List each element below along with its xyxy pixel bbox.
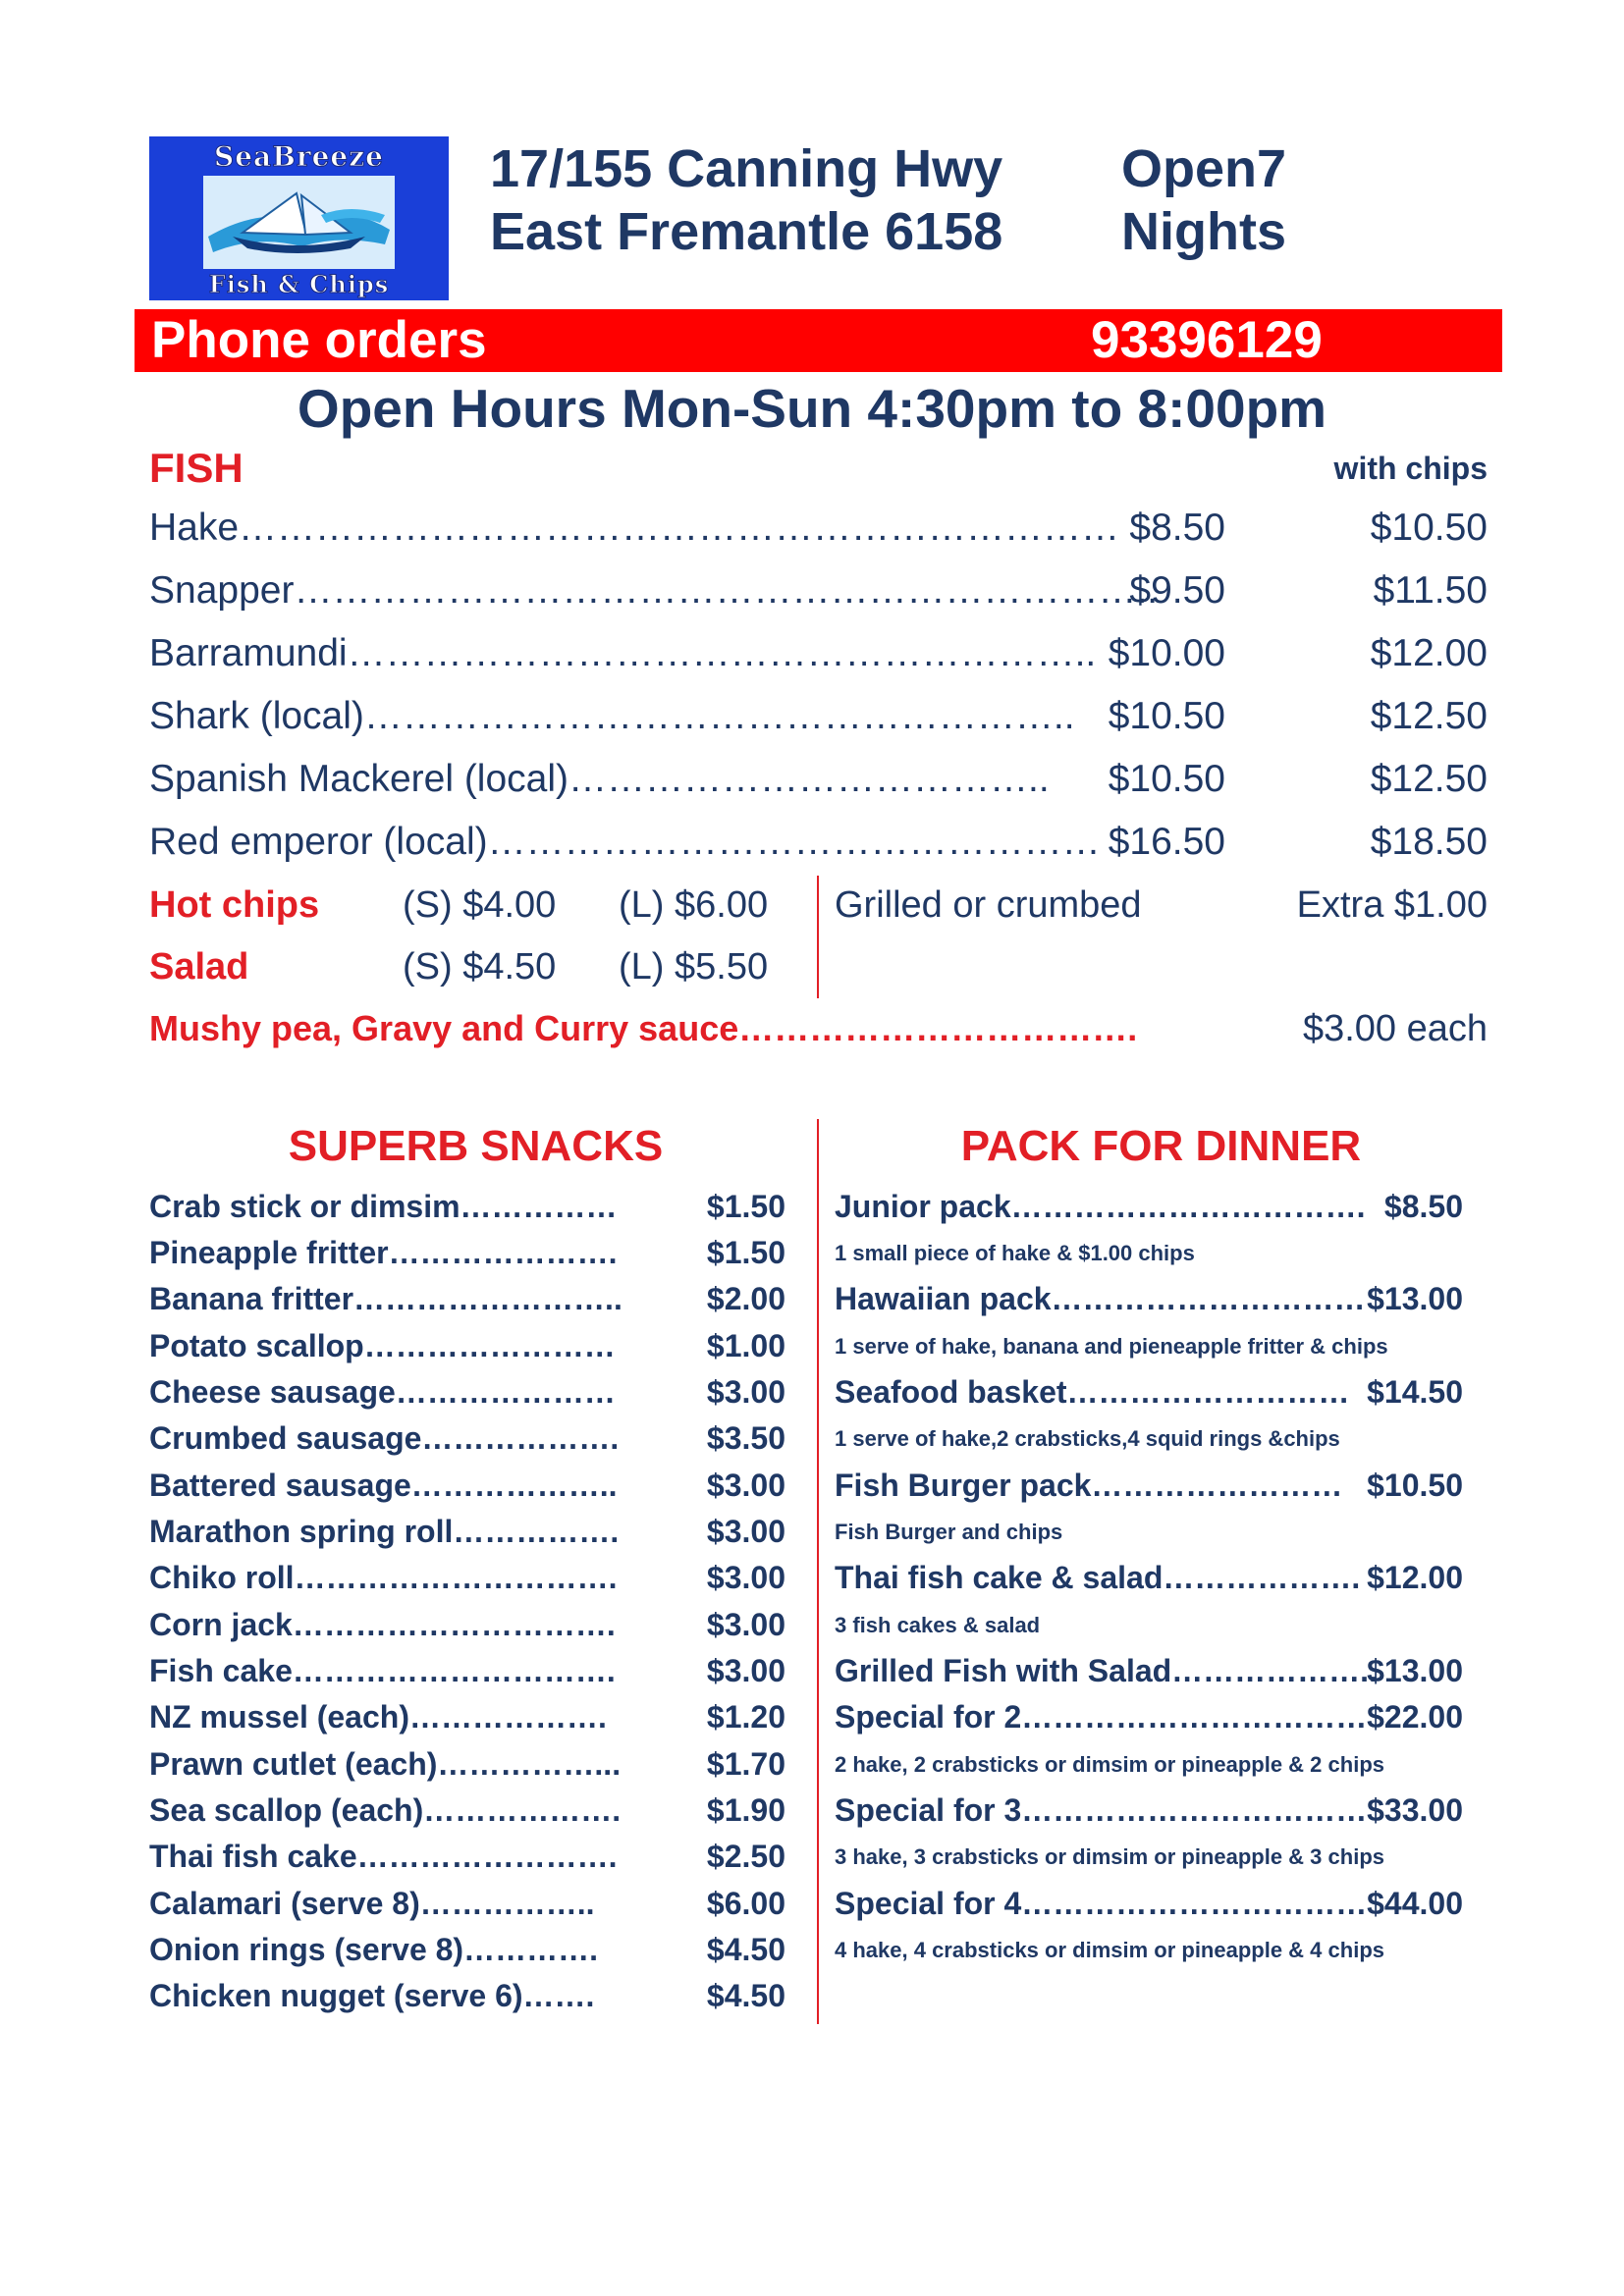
snack-price: $3.00 (706, 1653, 785, 1688)
logo-bottom-text: Fish & Chips (208, 270, 390, 298)
snack-row (149, 1881, 785, 1927)
fish-name: Shark (local)……………………………………………….. (149, 695, 1075, 737)
phone-orders-label: Phone orders (151, 311, 487, 369)
snack-price: $2.00 (706, 1281, 785, 1316)
fish-row (149, 687, 1488, 746)
snack-row (149, 1927, 785, 1973)
fish-with-chips-price: $11.50 (1373, 569, 1488, 612)
sauce-price: $3.00 each (1302, 1008, 1488, 1049)
packs-title: PACK FOR DINNER (960, 1122, 1362, 1170)
snack-row (149, 1741, 785, 1788)
pack-name: Special for 4…………………………… (835, 1886, 1368, 1921)
snack-price: $4.50 (706, 1978, 785, 2013)
snack-name: Chiko roll…………………………. (149, 1560, 618, 1595)
pack-description: Fish Burger and chips (835, 1520, 1063, 1544)
boat-icon (203, 176, 395, 269)
snack-price: $1.70 (706, 1746, 785, 1782)
snack-name: Crumbed sausage………………. (149, 1420, 620, 1456)
grilled-label: Grilled or crumbed (835, 884, 1142, 926)
snack-row (149, 1369, 785, 1415)
sauce-row (149, 999, 1137, 1058)
fish-name: Snapper………………………………………………………….. (149, 569, 1159, 612)
fish-with-chips-price: $12.50 (1370, 758, 1488, 800)
snack-row (149, 1834, 785, 1880)
logo (149, 136, 449, 300)
logo-top-text: SeaBreeze (214, 140, 384, 173)
fish-with-chips-price: $18.50 (1370, 821, 1488, 863)
snack-price: $3.00 (706, 1514, 785, 1549)
snack-price: $2.50 (706, 1839, 785, 1874)
pack-row (835, 1694, 1463, 1740)
pack-row (835, 1648, 1463, 1694)
pack-name: Grilled Fish with Salad……………….. (835, 1653, 1378, 1688)
pack-name: Seafood basket……………………… (835, 1374, 1350, 1410)
snack-name: Thai fish cake……………………. (149, 1839, 618, 1874)
pack-name: Hawaiian pack………………………… (835, 1281, 1366, 1316)
snack-price: $4.50 (706, 1932, 785, 1967)
snack-price: $1.00 (706, 1328, 785, 1363)
fish-price: $10.00 (1108, 632, 1225, 674)
fish-name: Spanish Mackerel (local)……………………………….. (149, 758, 1050, 800)
fish-price: $9.50 (1129, 569, 1225, 612)
with-chips-label: with chips (1333, 451, 1488, 486)
snack-price: $1.90 (706, 1792, 785, 1828)
snack-name: Crab stick or dimsim…………… (149, 1189, 618, 1224)
fish-row (149, 813, 1488, 872)
pack-row (835, 1881, 1463, 1927)
fish-row (149, 561, 1488, 620)
pack-row (835, 1276, 1463, 1322)
pack-price: $8.50 (1383, 1189, 1463, 1224)
pack-price: $13.00 (1367, 1653, 1463, 1688)
hot-chips-label: Hot chips (149, 884, 320, 926)
fish-with-chips-price: $10.50 (1370, 507, 1488, 549)
address-line-2: East Fremantle 6158 (490, 202, 1003, 261)
open-line-2: Nights (1121, 202, 1286, 261)
address-line-1: 17/155 Canning Hwy (490, 139, 1003, 198)
pack-price: $12.00 (1367, 1560, 1463, 1595)
sauce-label: Mushy pea, Gravy and Curry sauce (149, 1008, 739, 1048)
open-hours: Open Hours Mon-Sun 4:30pm to 8:00pm (297, 378, 1327, 439)
snack-row (149, 1184, 785, 1230)
fish-with-chips-price: $12.50 (1370, 695, 1488, 737)
snack-name: Onion rings (serve 8)…………. (149, 1932, 598, 1967)
snack-name: Pineapple fritter…………………. (149, 1235, 618, 1270)
hot-chips-small: (S) $4.00 (403, 884, 557, 926)
snack-row (149, 1602, 785, 1648)
pack-name: Fish Burger pack…………………… (835, 1468, 1343, 1503)
pack-row (835, 1184, 1463, 1230)
pack-price: $14.50 (1367, 1374, 1463, 1410)
sauce-dots: ……………………………. (738, 1008, 1138, 1048)
fish-row (149, 750, 1488, 809)
pack-description: 1 serve of hake, banana and pieneapple fritter & chips (835, 1334, 1388, 1359)
pack-description: 3 fish cakes & salad (835, 1613, 1041, 1637)
pack-row (835, 1555, 1463, 1601)
salad-large: (L) $5.50 (619, 946, 769, 988)
pack-name: Special for 2…………………………… (835, 1699, 1368, 1735)
fish-name: Red emperor (local)………………………………………… (149, 821, 1101, 863)
open-line-1: Open7 (1121, 139, 1287, 198)
snack-name: Cheese sausage………………… (149, 1374, 616, 1410)
pack-description: 2 hake, 2 crabsticks or dimsim or pineapple & 2 chips (835, 1752, 1384, 1777)
fish-name: Hake…………………………………………………………… (149, 507, 1120, 549)
columns-divider (817, 1119, 819, 2024)
phone-number[interactable]: 93396129 (1091, 311, 1323, 369)
pack-row (835, 1369, 1463, 1415)
snack-price: $3.00 (706, 1560, 785, 1595)
snack-price: $3.00 (706, 1468, 785, 1503)
phone-orders-bar (135, 309, 1502, 372)
pack-description: 1 small piece of hake & $1.00 chips (835, 1241, 1195, 1265)
fish-price: $16.50 (1108, 821, 1225, 863)
snack-name: Battered sausage……………….. (149, 1468, 618, 1503)
fish-price: $8.50 (1129, 507, 1225, 549)
snack-row (149, 1648, 785, 1694)
pack-name: Junior pack……………………………. (835, 1189, 1366, 1224)
fish-with-chips-price: $12.00 (1370, 632, 1488, 674)
snack-row (149, 1323, 785, 1369)
snacks-title: SUPERB SNACKS (288, 1122, 664, 1170)
pack-price: $33.00 (1367, 1792, 1463, 1828)
hot-chips-large: (L) $6.00 (619, 884, 769, 926)
fish-section-title: FISH (149, 445, 244, 491)
snack-name: Banana fritter…………………….. (149, 1281, 623, 1316)
fish-row (149, 499, 1488, 558)
sides-divider (817, 876, 819, 998)
fish-price: $10.50 (1108, 695, 1225, 737)
snack-row (149, 1230, 785, 1276)
snack-name: Potato scallop…………………… (149, 1328, 616, 1363)
pack-name: Special for 3…………………………… (835, 1792, 1368, 1828)
snack-price: $3.00 (706, 1607, 785, 1642)
snack-price: $6.00 (706, 1886, 785, 1921)
snack-name: Corn jack…………………………. (149, 1607, 616, 1642)
snack-price: $1.50 (706, 1235, 785, 1270)
snack-row (149, 1415, 785, 1462)
grilled-extra-price: Extra $1.00 (1296, 884, 1488, 926)
snack-price: $1.20 (706, 1699, 785, 1735)
snack-row (149, 1788, 785, 1834)
snack-row (149, 1509, 785, 1555)
snack-row (149, 1694, 785, 1740)
pack-price: $44.00 (1367, 1886, 1463, 1921)
snack-name: Prawn cutlet (each)……………... (149, 1746, 622, 1782)
snack-price: $3.00 (706, 1374, 785, 1410)
fish-row (149, 624, 1488, 683)
fish-price: $10.50 (1108, 758, 1225, 800)
pack-name: Thai fish cake & salad………………. (835, 1560, 1361, 1595)
pack-description: 3 hake, 3 crabsticks or dimsim or pineapple & 3 chips (835, 1844, 1384, 1869)
snack-name: Sea scallop (each)………………. (149, 1792, 622, 1828)
pack-price: $10.50 (1367, 1468, 1463, 1503)
fish-name: Barramundi………………………………………………….. (149, 632, 1097, 674)
snack-name: Marathon spring roll……………. (149, 1514, 620, 1549)
pack-row (835, 1463, 1463, 1509)
pack-row (835, 1788, 1463, 1834)
pack-description: 1 serve of hake,2 crabsticks,4 squid rings &chips (835, 1426, 1340, 1451)
salad-label: Salad (149, 946, 249, 988)
pack-price: $13.00 (1367, 1281, 1463, 1316)
snack-row (149, 1555, 785, 1601)
pack-description: 4 hake, 4 crabsticks or dimsim or pineapple & 4 chips (835, 1938, 1384, 1962)
snack-price: $1.50 (706, 1189, 785, 1224)
snack-name: Chicken nugget (serve 6)……. (149, 1978, 595, 2013)
snack-price: $3.50 (706, 1420, 785, 1456)
snack-row (149, 1276, 785, 1322)
snack-name: Calamari (serve 8)…………….. (149, 1886, 595, 1921)
snack-name: Fish cake…………………………. (149, 1653, 616, 1688)
logo-boat-image (203, 176, 395, 269)
snack-row (149, 1463, 785, 1509)
salad-small: (S) $4.50 (403, 946, 557, 988)
snack-name: NZ mussel (each)………………. (149, 1699, 607, 1735)
snack-row (149, 1973, 785, 2019)
pack-price: $22.00 (1367, 1699, 1463, 1735)
